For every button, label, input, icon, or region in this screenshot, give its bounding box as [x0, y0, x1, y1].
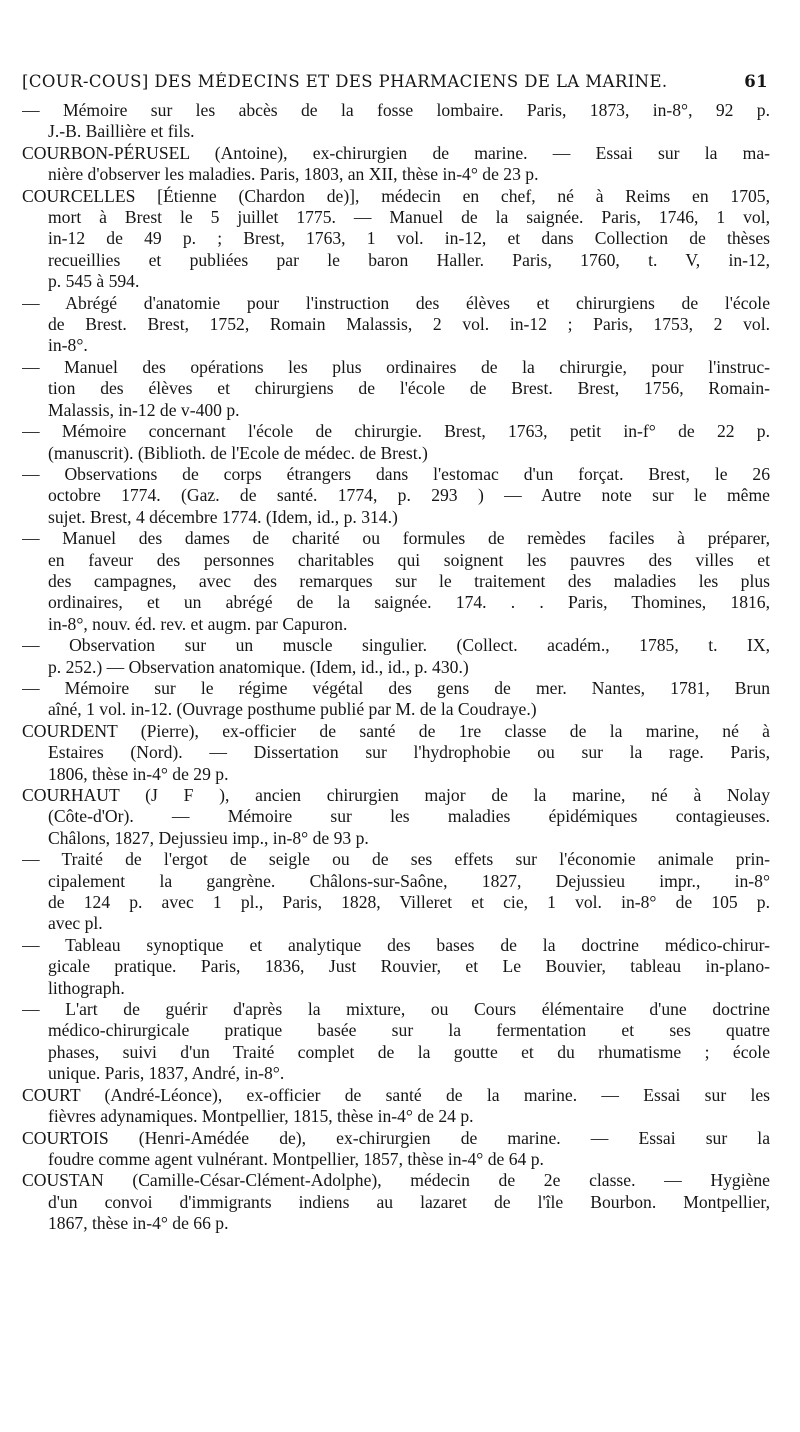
entry-line: COURBON-PÉRUSEL (Antoine), ex-chirurgien de marine. — Essai sur la ma-	[22, 142, 770, 163]
entry-line: — Mémoire sur le régime végétal des gens de mer. Nantes, 1781, Brun	[22, 677, 770, 698]
entry-line: unique. Paris, 1837, André, in-8°.	[48, 1063, 285, 1084]
bibliography-entry	[22, 186, 770, 293]
entry-line: — Manuel des dames de charité ou formules de remèdes faciles à préparer,	[22, 528, 770, 549]
entry-line: 1867, thèse in-4° de 66 p.	[48, 1213, 229, 1234]
entry-line: foudre comme agent vulnérant. Montpellier, 1857, thèse in-4° de 64 p.	[48, 1148, 544, 1169]
bibliography-entry	[22, 849, 770, 935]
entry-line: aîné, 1 vol. in-12. (Ouvrage posthume publié par M. de la Coudraye.)	[48, 699, 537, 720]
bibliography-entry	[22, 635, 770, 678]
entry-line: in-8°.	[48, 335, 88, 356]
bibliography-entry	[22, 464, 770, 528]
entry-line: p. 252.) — Observation anatomique. (Idem, id., id., p. 430.)	[48, 656, 469, 677]
entry-line: de 124 p. avec 1 pl., Paris, 1828, Villeret et cie, 1 vol. in-8° de 105 p.	[48, 892, 770, 913]
page-body	[22, 100, 770, 1235]
entry-line: — Mémoire sur les abcès de la fosse lombaire. Paris, 1873, in-8°, 92 p.	[22, 100, 770, 120]
bibliography-entry	[22, 421, 770, 464]
bibliography-entry	[22, 143, 770, 186]
bibliography-entry	[22, 1085, 770, 1128]
entry-line: ordinaires, et un abrégé de la saignée. 174. . . Paris, Thomines, 1816,	[48, 592, 770, 613]
entry-line: — L'art de guérir d'après la mixture, ou Cours élémentaire d'une doctrine	[22, 999, 770, 1020]
entry-line: mort à Brest le 5 juillet 1775. — Manuel de la saignée. Paris, 1746, 1 vol,	[48, 207, 770, 228]
entry-line: Malassis, in-12 de v-400 p.	[48, 399, 240, 420]
bibliography-entry	[22, 935, 770, 999]
entry-line: Estaires (Nord). — Dissertation sur l'hydrophobie ou sur la rage. Paris,	[48, 742, 770, 763]
entry-line: COURTOIS (Henri-Amédée de), ex-chirurgien de marine. — Essai sur la	[22, 1127, 770, 1148]
entry-line: COURHAUT (J F ), ancien chirurgien major de la marine, né à Nolay	[22, 785, 770, 805]
entry-line: Châlons, 1827, Dejussieu imp., in-8° de 93 p.	[48, 827, 369, 848]
entry-line: phases, suivi d'un Traité complet de la goutte et du rhumatisme ; école	[48, 1041, 770, 1062]
bibliography-entry	[22, 357, 770, 421]
entry-line: gicale pratique. Paris, 1836, Just Rouvier, et Le Bouvier, tableau in-plano-	[48, 956, 770, 977]
entry-line: (Côte-d'Or). — Mémoire sur les maladies épidémiques contagieuses.	[48, 806, 770, 827]
page-number: 61	[744, 72, 768, 91]
bibliography-entry	[22, 100, 770, 143]
entry-line: avec pl.	[48, 913, 103, 934]
entry-line: des campagnes, avec des remarques sur le traitement des maladies les plus	[48, 570, 770, 591]
bibliography-entry	[22, 721, 770, 785]
entry-line: (manuscrit). (Biblioth. de l'Ecole de médec. de Brest.)	[48, 442, 428, 463]
entry-line: médico-chirurgicale pratique basée sur la fermentation et ses quatre	[48, 1020, 770, 1041]
entry-line: — Observations de corps étrangers dans l'estomac d'un forçat. Brest, le 26	[22, 463, 770, 484]
entry-line: — Mémoire concernant l'école de chirurgie. Brest, 1763, petit in-f° de 22 p.	[22, 421, 770, 442]
entry-line: tion des élèves et chirurgiens de l'école de Brest. Brest, 1756, Romain-	[48, 378, 770, 399]
entry-line: de Brest. Brest, 1752, Romain Malassis, 2 vol. in-12 ; Paris, 1753, 2 vol.	[48, 314, 770, 335]
entry-line: lithograph.	[48, 977, 125, 998]
bibliography-entry	[22, 1128, 770, 1171]
entry-line: in-12 de 49 p. ; Brest, 1763, 1 vol. in-12, et dans Collection de thèses	[48, 228, 770, 249]
entry-line: 1806, thèse in-4° de 29 p.	[48, 763, 229, 784]
entry-line: — Abrégé d'anatomie pour l'instruction des élèves et chirurgiens de l'école	[22, 292, 770, 313]
entry-line: p. 545 à 594.	[48, 271, 140, 292]
entry-line: en faveur des personnes charitables qui soignent les pauvres des villes et	[48, 549, 770, 570]
entry-line: cipalement la gangrène. Châlons-sur-Saône, 1827, Dejussieu impr., in-8°	[48, 870, 770, 891]
bibliography-entry	[22, 678, 770, 721]
entry-line: nière d'observer les maladies. Paris, 1803, an XII, thèse in-4° de 23 p.	[48, 164, 539, 185]
entry-line: fièvres adynamiques. Montpellier, 1815, thèse in-4° de 24 p.	[48, 1106, 474, 1127]
entry-line: — Traité de l'ergot de seigle ou de ses effets sur l'économie animale prin-	[22, 849, 770, 870]
running-header	[22, 72, 768, 98]
entry-line: in-8°, nouv. éd. rev. et augm. par Capuron.	[48, 613, 348, 634]
entry-line: COURT (André-Léonce), ex-officier de santé de la marine. — Essai sur les	[22, 1084, 770, 1105]
entry-line: J.-B. Baillière et fils.	[48, 121, 195, 142]
entry-line: COUSTAN (Camille-César-Clément-Adolphe), médecin de 2e classe. — Hygiène	[22, 1170, 770, 1191]
running-title: [COUR-COUS] DES MÉDECINS ET DES PHARMACIENS DE LA MARINE.	[22, 72, 668, 91]
entry-line: COURDENT (Pierre), ex-officier de santé de 1re classe de la marine, né à	[22, 720, 770, 741]
bibliography-entry	[22, 528, 770, 635]
entry-line: sujet. Brest, 4 décembre 1774. (Idem, id., p. 314.)	[48, 506, 398, 527]
entry-line: — Manuel des opérations les plus ordinaires de la chirurgie, pour l'instruc-	[22, 356, 770, 377]
entry-line: d'un convoi d'immigrants indiens au lazaret de l'île Bourbon. Montpellier,	[48, 1191, 770, 1212]
entry-line: recueillies et publiées par le baron Haller. Paris, 1760, t. V, in-12,	[48, 249, 770, 270]
entry-line: — Observation sur un muscle singulier. (Collect. académ., 1785, t. IX,	[22, 635, 770, 656]
entry-line: COURCELLES [Étienne (Chardon de)], médecin en chef, né à Reims en 1705,	[22, 185, 770, 206]
entry-line: — Tableau synoptique et analytique des bases de la doctrine médico-chirur-	[22, 934, 770, 955]
bibliography-entry	[22, 785, 770, 849]
entry-line: octobre 1774. (Gaz. de santé. 1774, p. 293 ) — Autre note sur le même	[48, 485, 770, 506]
bibliography-entry	[22, 999, 770, 1085]
bibliography-entry	[22, 1170, 770, 1234]
bibliography-entry	[22, 293, 770, 357]
